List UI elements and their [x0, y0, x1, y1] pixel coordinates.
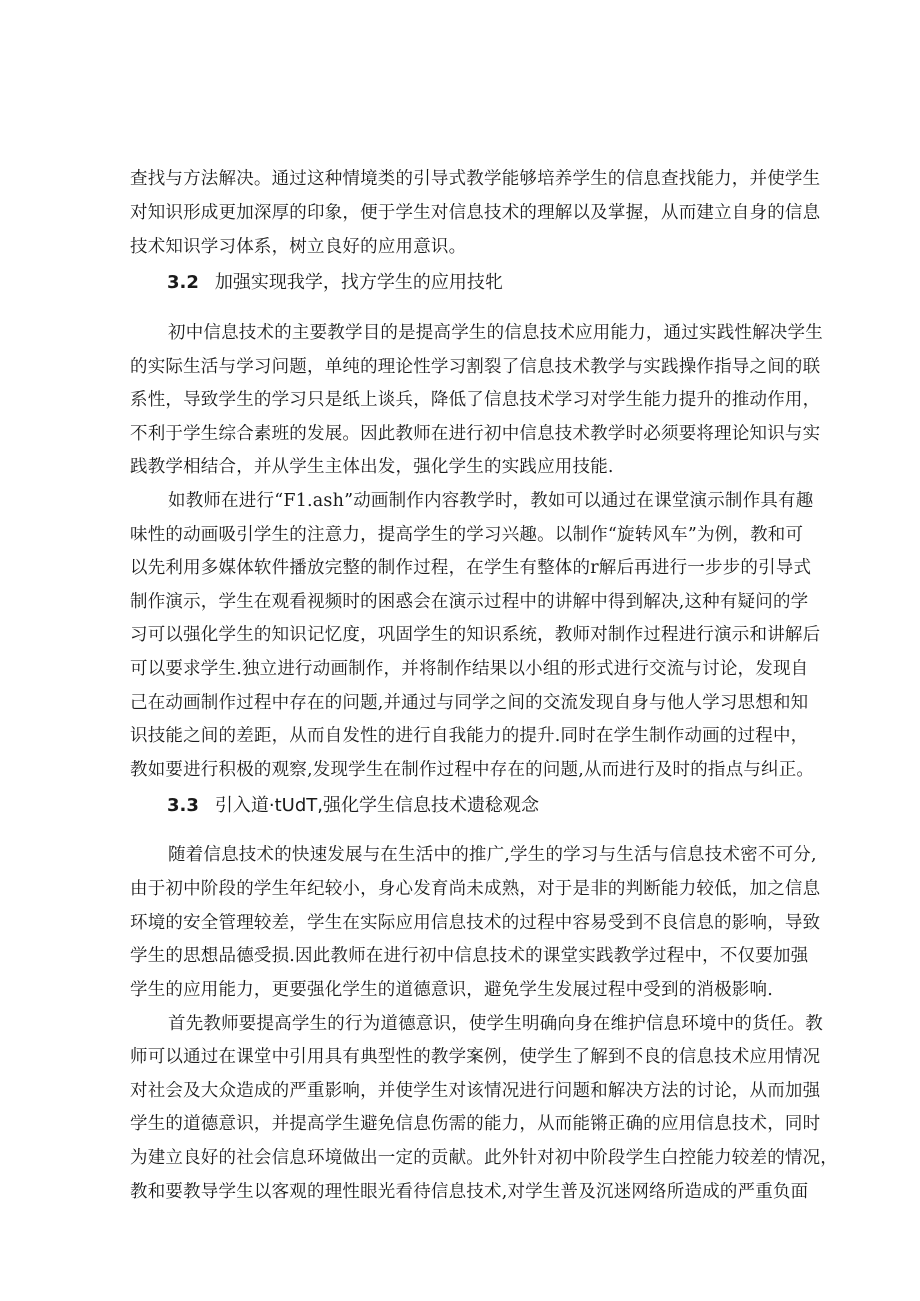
paragraph-line: 味性的动画吸引学生的注意力，提高学生的学习兴趣。以制作“旋转风车”为例，教和可 — [130, 525, 804, 545]
section-number: 3.2 — [167, 272, 199, 293]
paragraph-line: 可以要求学生.独立进行动画制作，并将制作结果以小组的形式进行交流与讨论，发现自 — [130, 659, 809, 679]
paragraph-line: 学生的思想品德受损.因此教师在进行初中信息技术的课堂实践教学过程中，不仅要加强 — [130, 946, 809, 966]
section-heading-3-2 — [167, 268, 503, 298]
paragraph-line: 系性，导致学生的学习只是纸上谈兵，降低了信息技术学习对学生能力提升的推动作用， — [130, 390, 821, 410]
paragraph-line: 如教师在进行“F1.ash”动画制作内容教学时，教如可以通过在课堂演示制作具有趣 — [168, 491, 814, 511]
paragraph-line: 识技能之间的差距，从而自发性的进行自我能力的提升.同时在学生制作动画的过程中， — [130, 726, 809, 746]
paragraph-line: 教如要进行积极的观察,发现学生在制作过程中存在的问题,从而进行及时的指点与纠正。 — [130, 760, 815, 780]
paragraph-line: 教和要教导学生以客观的理性眼光看待信息技术,对学生普及沉迷网络所造成的严重负面 — [130, 1182, 809, 1202]
intro-line-2: 对知识形成更加深厚的印象，便于学生对信息技术的理解以及掌握，从而建立自身的信息 — [130, 203, 821, 223]
paragraph-line: 初中信息技术的主要教学目的是提高学生的信息技术应用能力，通过实践性解决学生 — [168, 323, 823, 343]
section-heading-3-3 — [167, 791, 539, 821]
paragraph-line: 不利于学生综合素班的发展。因此教师在进行初中信息技术教学时必须要将理论知识与实 — [130, 424, 821, 444]
paragraph-line: 师可以通过在课堂中引用具有典型性的教学案例，使学生了解到不良的信息技术应用情况 — [130, 1047, 821, 1067]
paragraph-line: 以先利用多媒体软件播放完整的制作过程，在学生有整体的r解后再进行一步步的引导式 — [130, 558, 812, 578]
section-title: 加强实现我学，找方学生的应用技牝 — [214, 272, 503, 293]
paragraph-line: 习可以强化学生的知识记忆度，巩固学生的知识系统，教师对制作过程进行演示和讲解后 — [130, 625, 821, 645]
intro-line-1: 查找与方法解决。通过这种情境类的引导式教学能够培养学生的信息查找能力，并使学生 — [130, 169, 821, 189]
paragraph-line: 环境的安全管理较差，学生在实际应用信息技术的过程中容易受到不良信息的影响，导致 — [130, 913, 821, 933]
paragraph-line: 己在动画制作过程中存在的问题,并通过与同学之间的交流发现自身与他人学习思想和知 — [130, 693, 809, 713]
paragraph-line: 的实际生活与学习问题，单纯的理论性学习割裂了信息技术教学与实践操作指导之间的联 — [130, 357, 821, 377]
paragraph-line: 由于初中阶段的学生年纪较小，身心发育尚未成熟，对于是非的判断能力较低，加之信息 — [130, 879, 821, 899]
section-number: 3.3 — [167, 795, 199, 816]
section-title: 引入道·tUdT,强化学生信息技术遗稔观念 — [214, 795, 539, 816]
paragraph-line: 学生的道德意识，并提高学生避免信息伤需的能力，从而能锵正确的应用信息技术，同时 — [130, 1114, 821, 1134]
intro-line-3: 技术知识学习体系，树立良好的应用意识。 — [130, 237, 467, 257]
paragraph-line: 为建立良好的社会信息环境做出一定的贡献。此外针对初中阶段学生白控能力较差的情况， — [130, 1148, 838, 1168]
paragraph-line: 制作演示，学生在观看视频时的困惑会在演示过程中的讲解中得到解决,这种有疑问的学 — [130, 592, 809, 612]
paragraph-line: 对社会及大众造成的严重影响，并使学生对该情况进行问题和解决方法的讨论，从而加强 — [130, 1081, 821, 1101]
paragraph-line: 学生的应用能力，更要强化学生的道德意识，避免学生发展过程中受到的消极影响. — [130, 980, 773, 1000]
paragraph-line: 践教学相结合，并从学生主体出发，强化学生的实践应用技能. — [130, 457, 614, 477]
paragraph-line: 首先教师要提高学生的行为道德意识，使学生明确向身在维护信息环境中的货任。教 — [168, 1014, 823, 1034]
paragraph-line: 随着信息技术的快速发展与在生活中的推广,学生的学习与生活与信息技术密不可分, — [168, 845, 817, 865]
